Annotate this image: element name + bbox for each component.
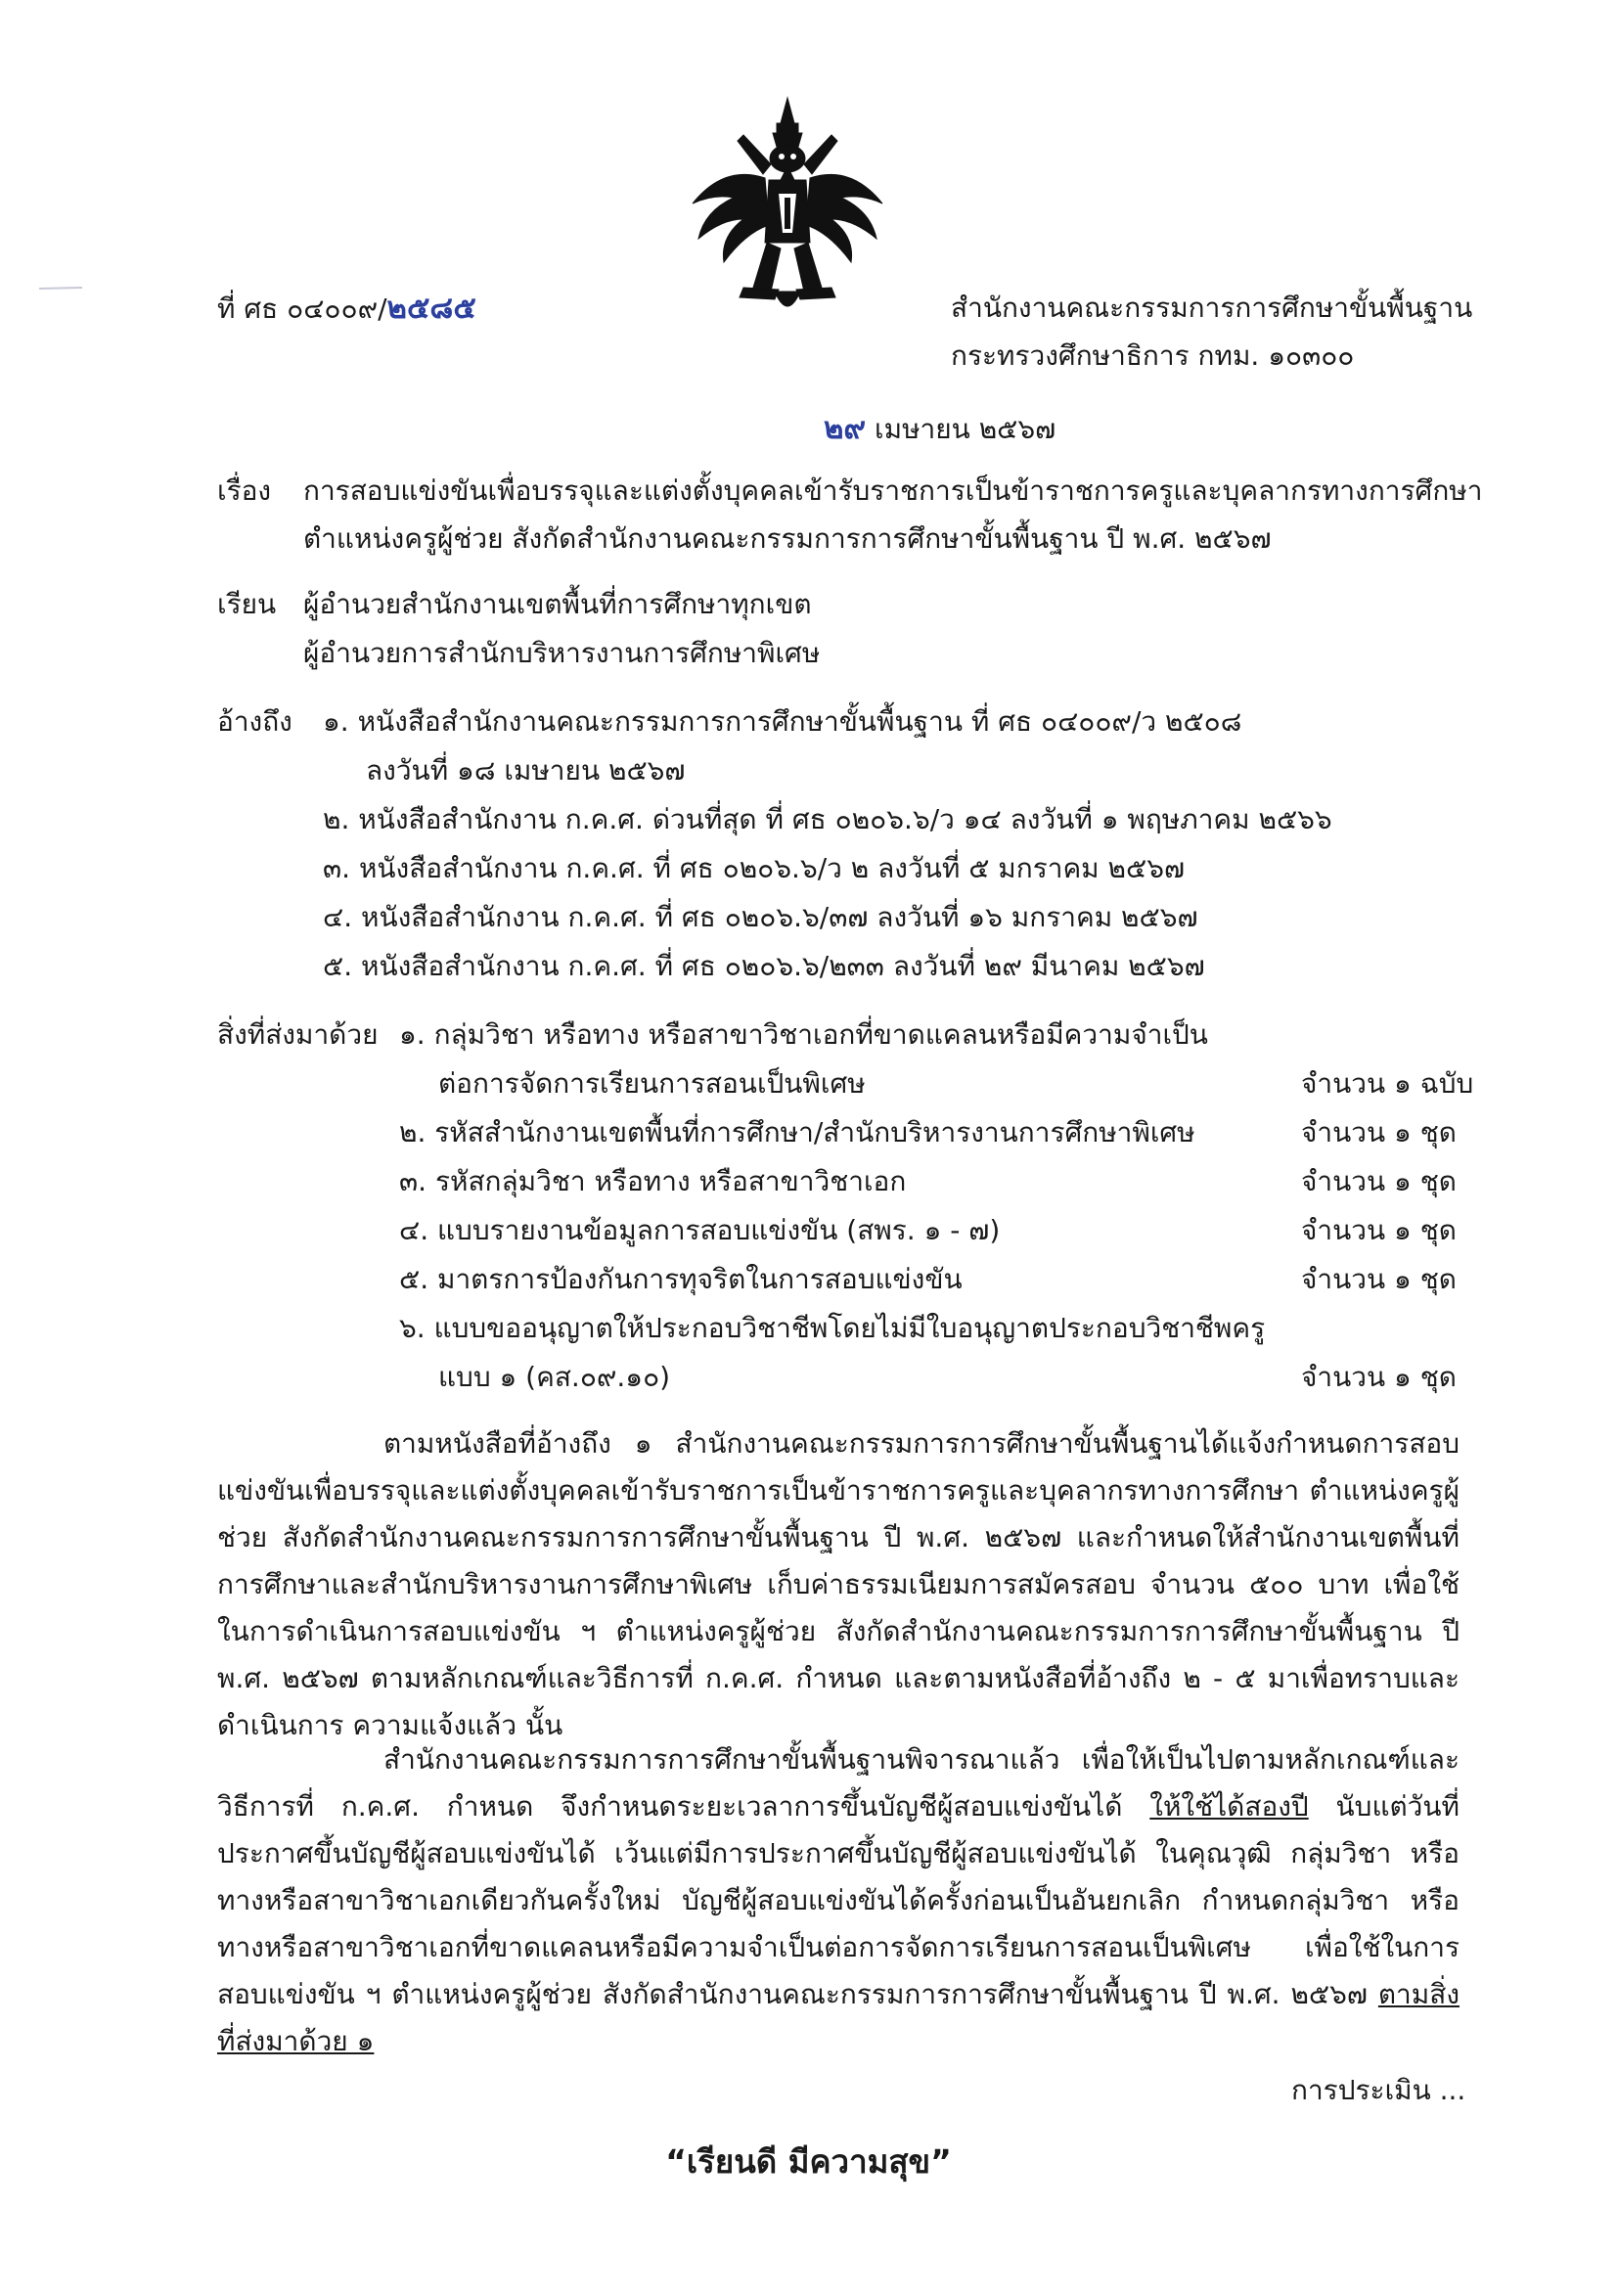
reference-item: ๒. หนังสือสำนักงาน ก.ค.ศ. ด่วนที่สุด ที่ ศธ ๐๒๐๖.๖/ว ๑๔ ลงวันที่ ๑ พฤษภาคม ๒๕๖๖ xyxy=(323,803,1332,835)
subject-label: เรื่อง xyxy=(217,474,272,507)
paragraph-text: สำนักงานคณะกรรมการการศึกษาขั้นพื้นฐานพิจารณาแล้ว เพื่อให้เป็นไปตามหลักเกณฑ์และวิธีการที่ ก.ค.ศ. กำหนด จึงกำหนดระยะเวลาการขึ้นบัญชีผู้สอบแข่งขันได้ xyxy=(217,1743,1460,1823)
enclosures-label: สิ่งที่ส่งมาด้วย xyxy=(217,1018,379,1051)
enclosure-item: ๑. กลุ่มวิชา หรือทาง หรือสาขาวิชาเอกที่ขาดแคลนหรือมีความจำเป็น xyxy=(399,1018,1208,1051)
recipient-line-1: ผู้อำนวยสำนักงานเขตพื้นที่การศึกษาทุกเขต xyxy=(303,588,812,620)
enclosure-item: ๕. มาตรการป้องกันการทุจริตในการสอบแข่งขัน xyxy=(399,1263,963,1295)
paragraph-text: ตามหนังสือที่อ้างถึง ๑ สำนักงานคณะกรรมการการศึกษาขั้นพื้นฐานได้แจ้งกำหนดการสอบแข่งขันเพื่อบรรจุและแต่งตั้งบุคคลเข้ารับราชการเป็นข้าราชการครูและบุคลากรทางการศึกษา ตำแหน่งครูผู้ช่วย สังกัดสำนักงานคณะกรรมการการศึกษาขั้นพื้นฐาน ปี พ.ศ. ๒๕๖๗ และกำหนดให้สำนักงานเขตพื้นที่การศึกษาและสำนักบริหารงานการศึกษาพิเศษ เก็บค่าธรรมเนียมการสมัครสอบ จำนวน ๕๐๐ บาท เพื่อใช้ในการดำเนินการสอบแข่งขัน ฯ ตำแหน่งครูผู้ช่วย สังกัดสำนักงานคณะกรรมการการศึกษาขั้นพื้นฐาน ปี พ.ศ. ๒๕๖๗ ตามหลักเกณฑ์และวิธีการที่ ก.ค.ศ. กำหนด และตามหนังสือที่อ้างถึง ๒ - ๕ มาเพื่อทราบและดำเนินการ ความแจ้งแล้ว นั้น xyxy=(217,1427,1460,1741)
enclosure-quantity: จำนวน ๑ ชุด xyxy=(1301,1116,1457,1148)
underlined-enclosure-reference: ตามสิ่งที่ส่งมาด้วย ๑ xyxy=(217,1978,1460,2057)
reference-number xyxy=(217,291,476,327)
subject-line-1: การสอบแข่งขันเพื่อบรรจุและแต่งตั้งบุคคลเข้ารับราชการเป็นข้าราชการครูและบุคลากรทางการศึกษา xyxy=(303,474,1483,507)
reference-item: ๔. หนังสือสำนักงาน ก.ค.ศ. ที่ ศธ ๐๒๐๖.๖/๓๗ ลงวันที่ ๑๖ มกราคม ๒๕๖๗ xyxy=(323,901,1198,933)
office-address: กระทรวงศึกษาธิการ กทม. ๑๐๓๐๐ xyxy=(951,339,1355,372)
reference-item: ๕. หนังสือสำนักงาน ก.ค.ศ. ที่ ศธ ๐๒๐๖.๖/๒๓๓ ลงวันที่ ๒๙ มีนาคม ๒๕๖๗ xyxy=(323,950,1205,982)
enclosure-item: ๔. แบบรายงานข้อมูลการสอบแข่งขัน (สพร. ๑ - ๗) xyxy=(399,1214,1001,1246)
body-paragraph-2 xyxy=(217,1736,1460,2065)
enclosure-item: แบบ ๑ (คส.๐๙.๑๐) xyxy=(438,1361,671,1393)
enclosure-item: ๖. แบบขออนุญาตให้ประกอบวิชาชีพโดยไม่มีใบอนุญาตประกอบวิชาชีพครู xyxy=(399,1312,1266,1344)
enclosure-quantity: จำนวน ๑ ชุด xyxy=(1301,1165,1457,1197)
reference-item: ๑. หนังสือสำนักงานคณะกรรมการการศึกษาขั้นพื้นฐาน ที่ ศธ ๐๔๐๐๙/ว ๒๕๐๘ xyxy=(323,705,1242,738)
reference-prefix: ที่ ศธ ๐๔๐๐๙/ xyxy=(217,293,387,325)
enclosure-quantity: จำนวน ๑ ชุด xyxy=(1301,1361,1457,1393)
reference-item: ลงวันที่ ๑๘ เมษายน ๒๕๖๗ xyxy=(366,754,686,787)
underlined-validity-period: ให้ใช้ได้สองปี xyxy=(1149,1790,1309,1823)
handwritten-date-day: ๒๙ xyxy=(824,411,867,446)
enclosure-quantity: จำนวน ๑ ฉบับ xyxy=(1301,1067,1474,1100)
references-label: อ้างถึง xyxy=(217,705,292,738)
paragraph-text: นับแต่วันที่ประกาศขึ้นบัญชีผู้สอบแข่งขันได้ เว้นแต่มีการประกาศขึ้นบัญชีผู้สอบแข่งขันได้ ในคุณวุฒิ กลุ่มวิชา หรือทางหรือสาขาวิชาเอกเดียวกันครั้งใหม่ บัญชีผู้สอบแข่งขันได้ครั้งก่อนเป็นอันยกเลิก กำหนดกลุ่มวิชา หรือทางหรือสาขาวิชาเอกที่ขาดแคลนหรือมีความจำเป็นต่อการจัดการเรียนการสอนเป็นพิเศษ เพื่อใช้ในการสอบแข่งขัน ฯ ตำแหน่งครูผู้ช่วย สังกัดสำนักงานคณะกรรมการการศึกษาขั้นพื้นฐาน ปี พ.ศ. ๒๕๖๗ xyxy=(217,1790,1460,2010)
enclosure-quantity: จำนวน ๑ ชุด xyxy=(1301,1263,1457,1295)
subject-line-2: ตำแหน่งครูผู้ช่วย สังกัดสำนักงานคณะกรรมการการศึกษาขั้นพื้นฐาน ปี พ.ศ. ๒๕๖๗ xyxy=(303,522,1272,555)
enclosure-quantity: จำนวน ๑ ชุด xyxy=(1301,1214,1457,1246)
date-month-year: เมษายน ๒๕๖๗ xyxy=(866,413,1056,445)
reference-item: ๓. หนังสือสำนักงาน ก.ค.ศ. ที่ ศธ ๐๒๐๖.๖/ว ๒ ลงวันที่ ๕ มกราคม ๒๕๖๗ xyxy=(323,852,1186,884)
footer-motto: “เรียนดี มีความสุข” xyxy=(665,2142,952,2181)
body-paragraph-1 xyxy=(217,1420,1460,1749)
recipient-line-2: ผู้อำนวยการสำนักบริหารงานการศึกษาพิเศษ xyxy=(303,637,821,669)
scan-smudge xyxy=(39,286,82,292)
enclosure-item: ต่อการจัดการเรียนการสอนเป็นพิเศษ xyxy=(438,1067,866,1100)
enclosure-item: ๒. รหัสสำนักงานเขตพื้นที่การศึกษา/สำนักบริหารงานการศึกษาพิเศษ xyxy=(399,1116,1195,1148)
handwritten-reference-number: ๒๕๘๕ xyxy=(386,291,476,326)
enclosure-item: ๓. รหัสกลุ่มวิชา หรือทาง หรือสาขาวิชาเอก xyxy=(399,1165,907,1197)
recipient-label: เรียน xyxy=(217,588,277,620)
letter-date xyxy=(824,411,1056,447)
office-name: สำนักงานคณะกรรมการการศึกษาขั้นพื้นฐาน xyxy=(951,292,1473,324)
garuda-emblem-icon xyxy=(685,96,890,321)
continued-next-page: การประเมิน ... xyxy=(1291,2074,1466,2106)
